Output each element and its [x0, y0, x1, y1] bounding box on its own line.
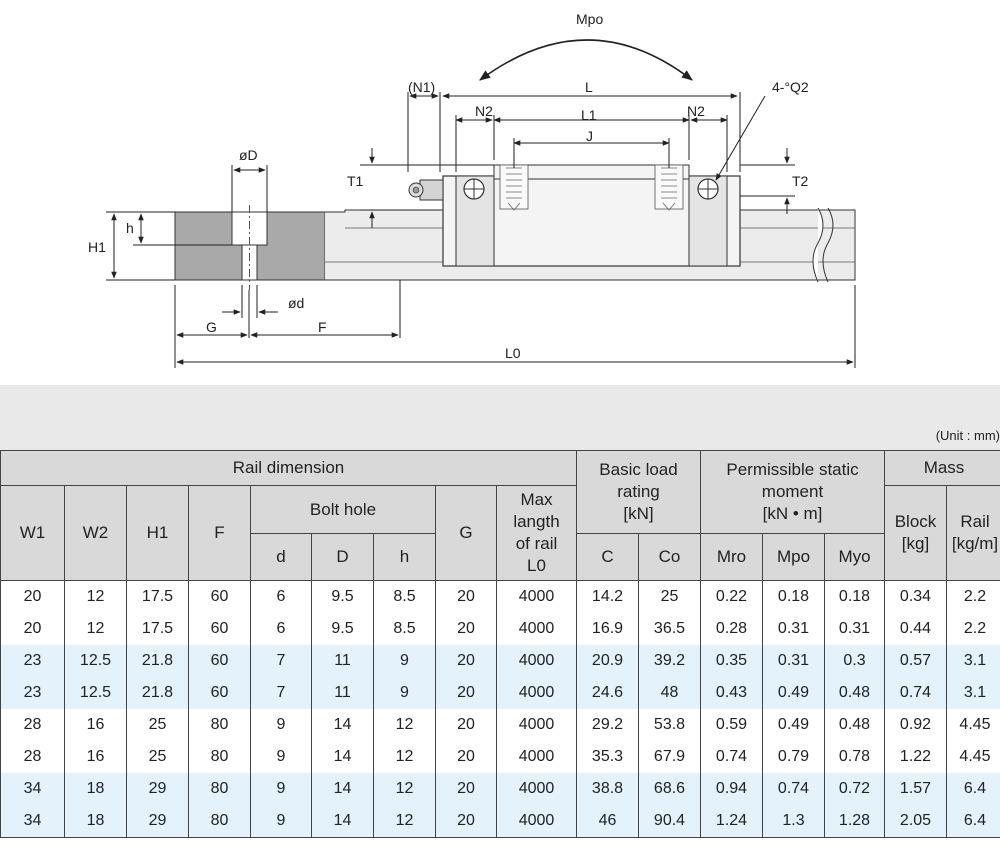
table-cell: 67.9 — [639, 741, 701, 773]
table-cell: 2.2 — [947, 581, 1000, 614]
table-cell: 11 — [312, 645, 374, 677]
table-cell: 4.45 — [947, 741, 1000, 773]
spec-table — [0, 450, 1000, 838]
header-permissible-static-moment: Permissible static moment [kN • m] — [701, 451, 885, 534]
table-cell: 80 — [189, 709, 251, 741]
table-cell: 21.8 — [127, 677, 189, 709]
table-cell: 14 — [312, 709, 374, 741]
label-l1: L1 — [581, 107, 597, 123]
table-cell: 1.3 — [763, 805, 825, 838]
table-cell: 20 — [436, 741, 497, 773]
table-cell: 1.22 — [885, 741, 947, 773]
label-f: F — [318, 319, 327, 335]
label-od-lower: ød — [288, 295, 305, 311]
table-cell: 0.48 — [825, 709, 885, 741]
table-cell: 0.74 — [763, 773, 825, 805]
table-cell: 60 — [189, 581, 251, 614]
table-cell: 0.3 — [825, 645, 885, 677]
table-cell: 29 — [127, 805, 189, 838]
table-cell: 20 — [436, 805, 497, 838]
table-cell: 80 — [189, 741, 251, 773]
table-body — [1, 581, 1000, 838]
table-cell: 9 — [251, 805, 312, 838]
table-cell: 28 — [1, 709, 65, 741]
label-n2-right: N2 — [687, 103, 705, 119]
table-cell: 20 — [436, 773, 497, 805]
table-cell: 14 — [312, 805, 374, 838]
table-cell: 12 — [65, 613, 127, 645]
header-d: d — [251, 534, 312, 581]
table-cell: 6 — [251, 613, 312, 645]
table-cell: 3.1 — [947, 677, 1000, 709]
table-cell: 53.8 — [639, 709, 701, 741]
table-cell: 1.57 — [885, 773, 947, 805]
table-cell: 38.8 — [577, 773, 639, 805]
table-cell: 9 — [374, 645, 436, 677]
table-cell: 0.35 — [701, 645, 763, 677]
table-cell: 20 — [1, 581, 65, 614]
table-cell: 4000 — [497, 741, 577, 773]
table-cell: 0.49 — [763, 677, 825, 709]
table-cell: 17.5 — [127, 581, 189, 614]
header-rail: Rail [kg/m] — [947, 486, 1000, 581]
table-cell: 9 — [251, 741, 312, 773]
label-j: J — [586, 128, 593, 144]
header-h: h — [374, 534, 436, 581]
table-cell: 0.18 — [825, 581, 885, 614]
header-D: D — [312, 534, 374, 581]
table-cell: 0.18 — [763, 581, 825, 614]
table-cell: 34 — [1, 773, 65, 805]
table-cell: 39.2 — [639, 645, 701, 677]
header-max-length: Max langth of rail L0 — [497, 486, 577, 581]
table-cell: 20 — [436, 581, 497, 614]
table-cell: 0.48 — [825, 677, 885, 709]
table-cell: 29.2 — [577, 709, 639, 741]
table-cell: 7 — [251, 645, 312, 677]
table-row — [1, 677, 1000, 709]
table-cell: 20 — [436, 613, 497, 645]
table-cell: 36.5 — [639, 613, 701, 645]
header-c: C — [577, 534, 639, 581]
header-myo: Myo — [825, 534, 885, 581]
table-cell: 4000 — [497, 709, 577, 741]
table-cell: 60 — [189, 677, 251, 709]
table-cell: 4000 — [497, 805, 577, 838]
table-cell: 60 — [189, 613, 251, 645]
table-cell: 21.8 — [127, 645, 189, 677]
table-cell: 6.4 — [947, 773, 1000, 805]
table-cell: 16 — [65, 741, 127, 773]
table-cell: 90.4 — [639, 805, 701, 838]
table-cell: 3.1 — [947, 645, 1000, 677]
table-cell: 34 — [1, 805, 65, 838]
table-row — [1, 805, 1000, 838]
table-cell: 4000 — [497, 773, 577, 805]
table-cell: 18 — [65, 773, 127, 805]
header-co: Co — [639, 534, 701, 581]
table-cell: 16.9 — [577, 613, 639, 645]
table-cell: 6.4 — [947, 805, 1000, 838]
table-row — [1, 613, 1000, 645]
header-bolt-hole: Bolt hole — [251, 486, 436, 534]
table-cell: 9 — [251, 709, 312, 741]
label-q2: 4-°Q2 — [772, 79, 809, 95]
table-cell: 4000 — [497, 645, 577, 677]
table-cell: 20 — [436, 677, 497, 709]
table-cell: 0.94 — [701, 773, 763, 805]
table-cell: 11 — [312, 677, 374, 709]
table-cell: 0.49 — [763, 709, 825, 741]
unit-note: (Unit : mm) — [935, 428, 1000, 443]
header-w2: W2 — [65, 486, 127, 581]
table-cell: 12 — [65, 581, 127, 614]
table-cell: 1.24 — [701, 805, 763, 838]
label-mpo: Mpo — [576, 11, 604, 27]
table-cell: 12 — [374, 805, 436, 838]
table-cell: 2.2 — [947, 613, 1000, 645]
table-cell: 68.6 — [639, 773, 701, 805]
label-h: h — [126, 220, 134, 236]
label-n1: (N1) — [408, 79, 436, 95]
table-cell: 0.57 — [885, 645, 947, 677]
label-h1: H1 — [88, 239, 106, 255]
table-cell: 4.45 — [947, 709, 1000, 741]
label-g: G — [206, 319, 217, 335]
table-cell: 24.6 — [577, 677, 639, 709]
table-cell: 29 — [127, 773, 189, 805]
table-cell: 12.5 — [65, 677, 127, 709]
table-cell: 25 — [127, 741, 189, 773]
label-l: L — [585, 79, 593, 95]
table-cell: 18 — [65, 805, 127, 838]
table-cell: 0.44 — [885, 613, 947, 645]
table-cell: 7 — [251, 677, 312, 709]
table-cell: 14.2 — [577, 581, 639, 614]
table-cell: 0.74 — [701, 741, 763, 773]
table-cell: 17.5 — [127, 613, 189, 645]
table-cell: 80 — [189, 805, 251, 838]
header-w1: W1 — [1, 486, 65, 581]
table-cell: 20.9 — [577, 645, 639, 677]
table-cell: 46 — [577, 805, 639, 838]
table-cell: 1.28 — [825, 805, 885, 838]
label-l0: L0 — [505, 345, 521, 361]
mpo-moment-arrow — [480, 40, 692, 80]
table-cell: 28 — [1, 741, 65, 773]
table-cell: 0.31 — [763, 613, 825, 645]
table-row — [1, 773, 1000, 805]
table-cell: 0.31 — [825, 613, 885, 645]
header-mpo: Mpo — [763, 534, 825, 581]
table-cell: 12 — [374, 773, 436, 805]
table-cell: 0.43 — [701, 677, 763, 709]
label-n2-left: N2 — [475, 103, 493, 119]
table-cell: 35.3 — [577, 741, 639, 773]
table-cell: 16 — [65, 709, 127, 741]
table-cell: 0.34 — [885, 581, 947, 614]
table-cell: 12 — [374, 741, 436, 773]
header-block: Block [kg] — [885, 486, 947, 581]
table-cell: 20 — [436, 709, 497, 741]
table-cell: 14 — [312, 741, 374, 773]
table-cell: 0.28 — [701, 613, 763, 645]
table-cell: 23 — [1, 645, 65, 677]
table-cell: 12 — [374, 709, 436, 741]
table-cell: 8.5 — [374, 613, 436, 645]
header-h1: H1 — [127, 486, 189, 581]
table-cell: 20 — [1, 613, 65, 645]
table-row — [1, 741, 1000, 773]
linear-guide-drawing — [0, 0, 1000, 385]
table-cell: 9 — [251, 773, 312, 805]
table-cell: 4000 — [497, 613, 577, 645]
table-cell: 9.5 — [312, 581, 374, 614]
table-cell: 0.59 — [701, 709, 763, 741]
table-cell: 0.31 — [763, 645, 825, 677]
table-cell: 60 — [189, 645, 251, 677]
label-t2: T2 — [792, 173, 809, 189]
table-cell: 0.74 — [885, 677, 947, 709]
table-cell: 4000 — [497, 581, 577, 614]
table-row — [1, 645, 1000, 677]
table-cell: 25 — [639, 581, 701, 614]
table-cell: 8.5 — [374, 581, 436, 614]
header-mro: Mro — [701, 534, 763, 581]
label-t1: T1 — [347, 173, 364, 189]
table-row — [1, 709, 1000, 741]
table-cell: 2.05 — [885, 805, 947, 838]
header-band — [0, 385, 1000, 450]
table-cell: 23 — [1, 677, 65, 709]
table-cell: 0.72 — [825, 773, 885, 805]
table-cell: 14 — [312, 773, 374, 805]
table-cell: 9.5 — [312, 613, 374, 645]
header-g: G — [436, 486, 497, 581]
table-cell: 0.92 — [885, 709, 947, 741]
table-cell: 25 — [127, 709, 189, 741]
table-cell: 80 — [189, 773, 251, 805]
table-cell: 12.5 — [65, 645, 127, 677]
table-cell: 20 — [436, 645, 497, 677]
header-mass: Mass — [885, 451, 1000, 486]
header-f: F — [189, 486, 251, 581]
carriage-block — [409, 165, 740, 266]
table-row — [1, 581, 1000, 614]
label-od-upper: øD — [239, 147, 258, 163]
table-cell: 48 — [639, 677, 701, 709]
table-cell: 9 — [374, 677, 436, 709]
table-cell: 4000 — [497, 677, 577, 709]
table-cell: 0.79 — [763, 741, 825, 773]
table-cell: 6 — [251, 581, 312, 614]
header-basic-load-rating: Basic load rating [kN] — [577, 451, 701, 534]
header-rail-dimension: Rail dimension — [1, 451, 577, 486]
table-cell: 0.78 — [825, 741, 885, 773]
table-cell: 0.22 — [701, 581, 763, 614]
